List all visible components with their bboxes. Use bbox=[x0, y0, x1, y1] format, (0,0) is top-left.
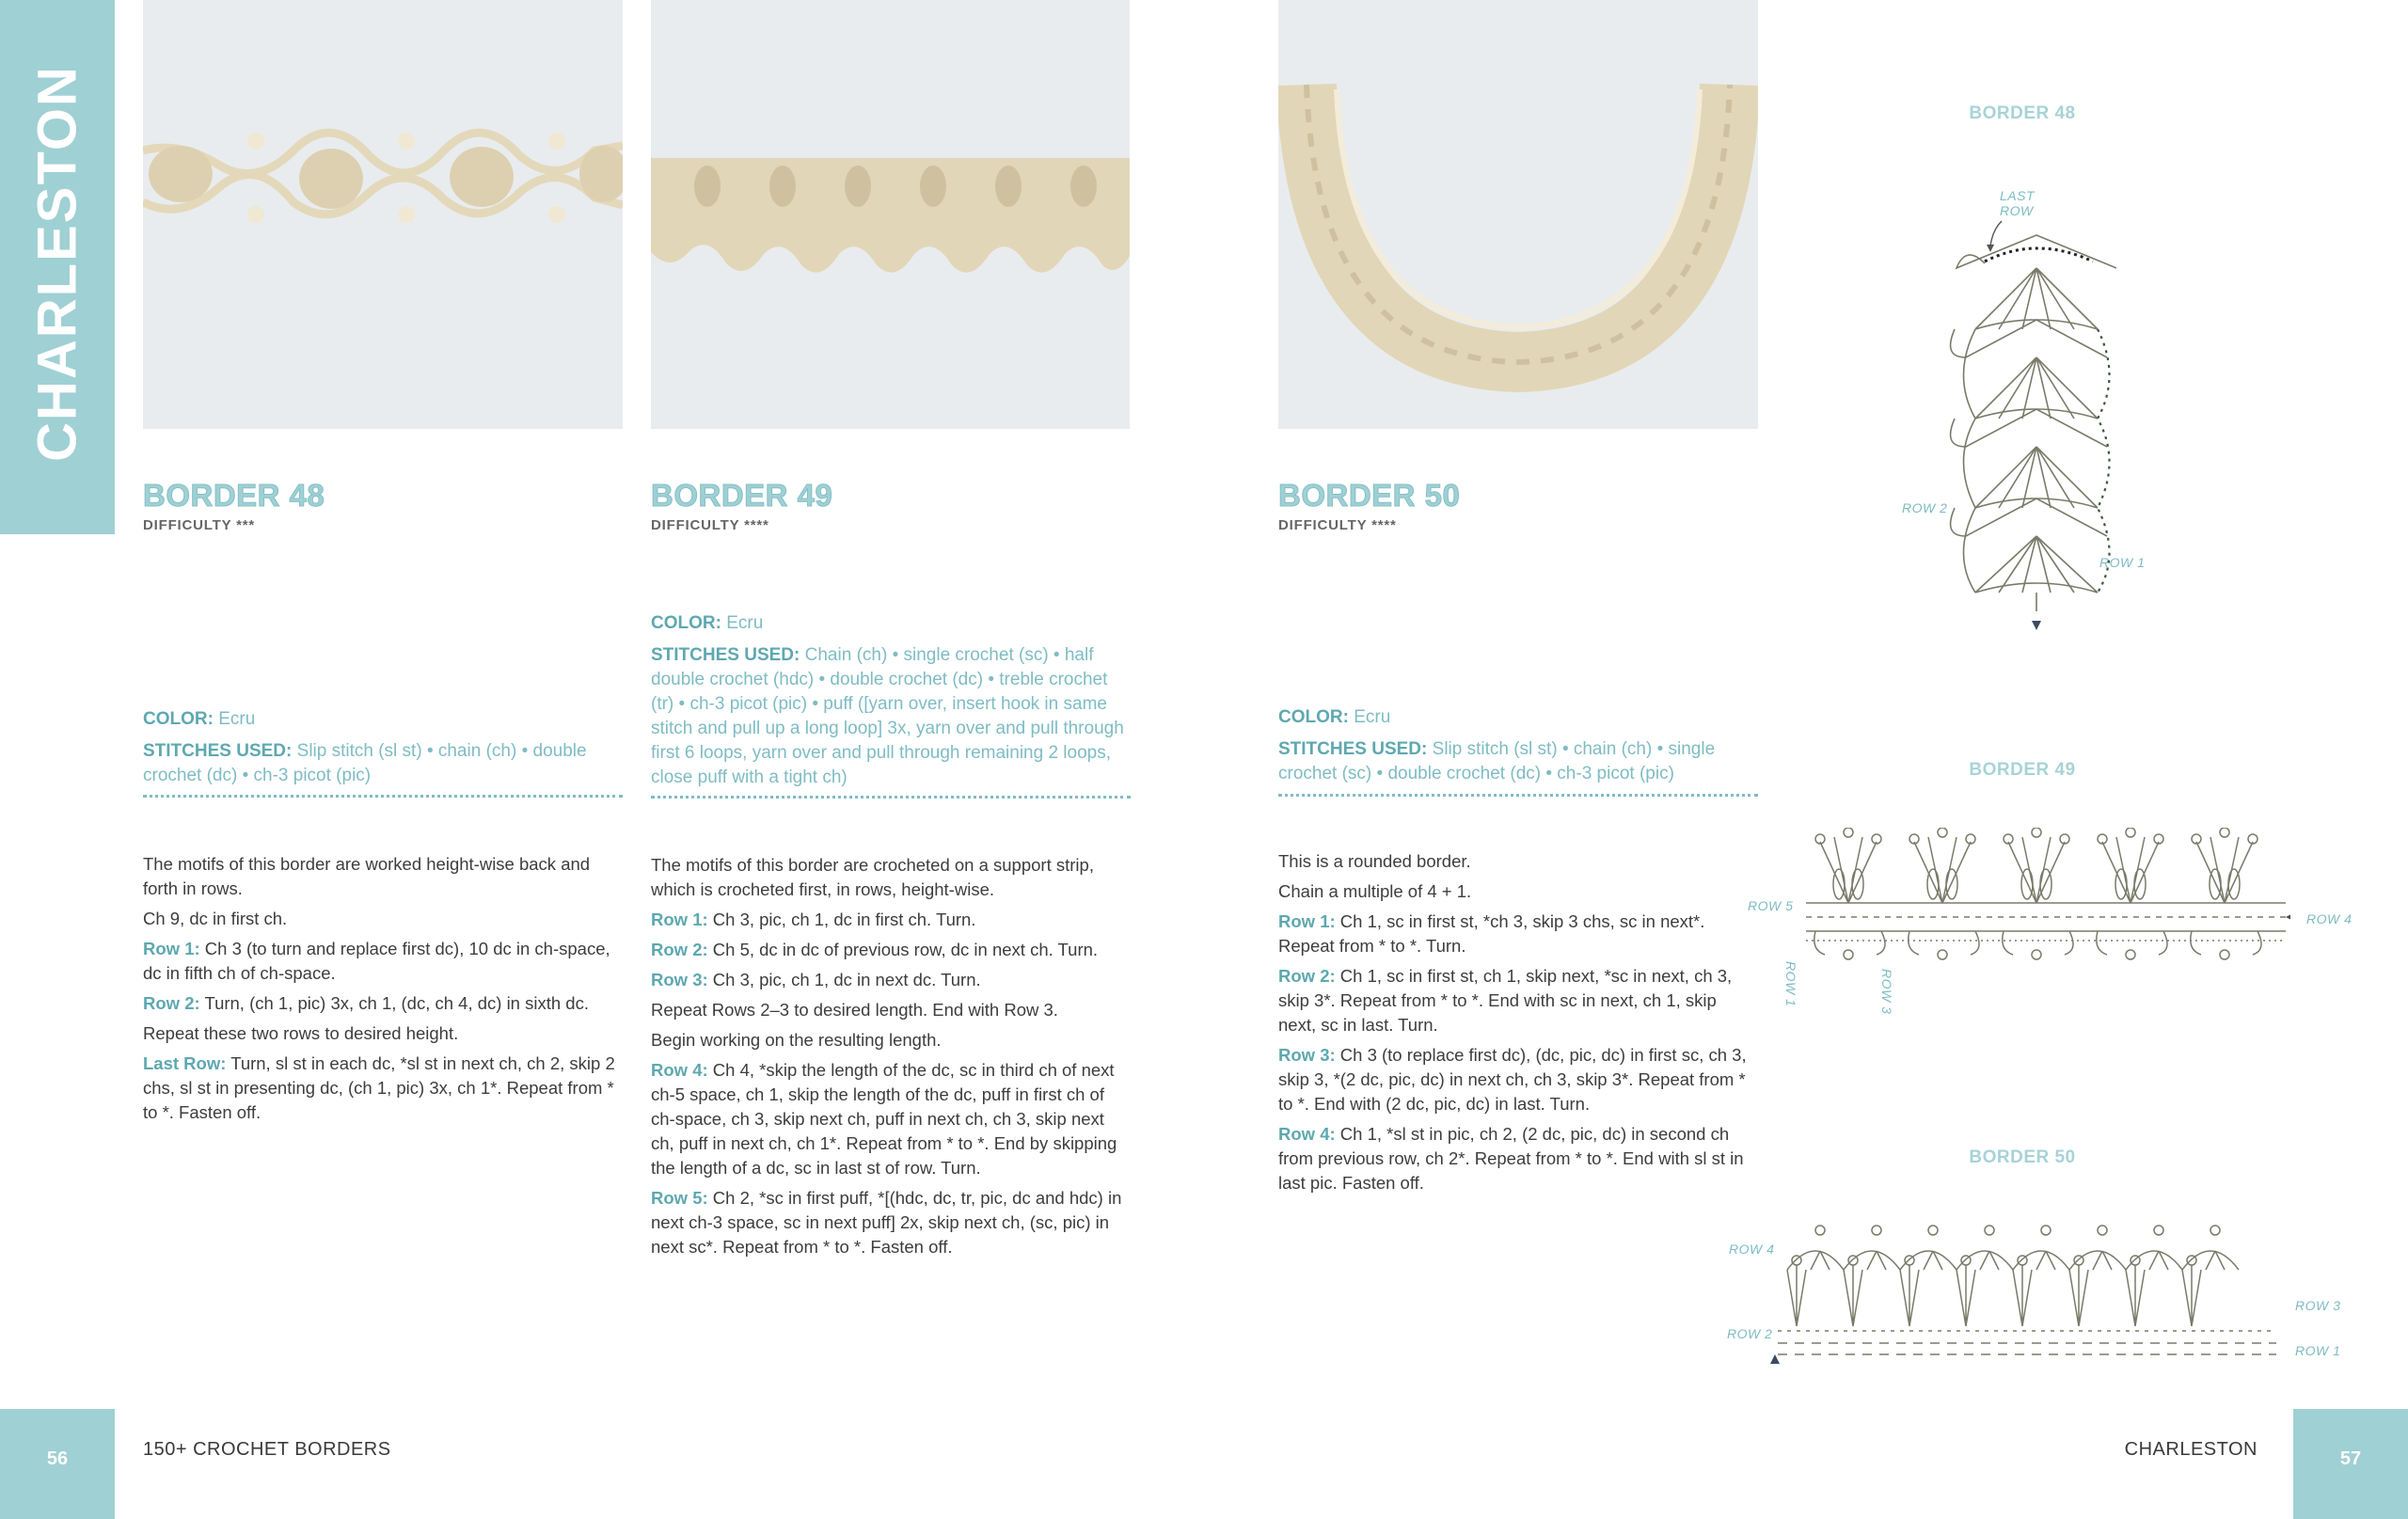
border-49-title: BORDER 49 bbox=[651, 478, 833, 513]
left-page-number: 56 bbox=[46, 1448, 69, 1469]
diagram-48-row1-label: ROW 1 bbox=[2099, 555, 2146, 570]
border-49-difficulty: DIFFICULTY **** bbox=[651, 517, 769, 533]
diagram-48-chart bbox=[1947, 216, 2116, 630]
diagram-49-row4-label: ROW 4 bbox=[2306, 911, 2353, 926]
diagram-50-chart bbox=[1768, 1213, 2295, 1369]
border-48-color: COLOR: Ecru bbox=[143, 709, 256, 729]
diagram-50-row3-label: ROW 3 bbox=[2295, 1298, 2341, 1313]
border-50-divider bbox=[1278, 794, 1758, 797]
border-48-meta bbox=[143, 707, 623, 788]
diagram-49-row5-label: ROW 5 bbox=[1748, 898, 1794, 913]
border-49-photo bbox=[651, 0, 1130, 429]
border-49-color: COLOR: Ecru bbox=[651, 613, 764, 633]
border-48-title: BORDER 48 bbox=[143, 478, 325, 513]
border-49-meta bbox=[651, 611, 1131, 790]
border-49-divider bbox=[651, 796, 1131, 799]
border-50-color: COLOR: Ecru bbox=[1278, 707, 1391, 727]
diagram-49-chart bbox=[1801, 828, 2290, 969]
chapter-side-tab bbox=[0, 0, 115, 534]
diagram-49-row1-label: ROW 1 bbox=[1783, 961, 1798, 1007]
diagram-49-row3-label: ROW 3 bbox=[1879, 969, 1894, 1015]
border-50-stitches: STITCHES USED: Slip stitch (sl st) • chain (ch) • single crochet (sc) • double crochet (dc) • ch-3 picot (pic) bbox=[1278, 739, 1716, 783]
left-page-number-box bbox=[0, 1409, 115, 1519]
right-running-title: CHARLESTON bbox=[2124, 1439, 2258, 1460]
diagram-50-row1-label: ROW 1 bbox=[2295, 1343, 2341, 1358]
right-page-number-box bbox=[2293, 1409, 2408, 1519]
border-50-difficulty: DIFFICULTY **** bbox=[1278, 517, 1397, 533]
border-48-difficulty: DIFFICULTY *** bbox=[143, 517, 255, 533]
border-48-instructions: The motifs of this border are worked height-wise back and forth in rows. Ch 9, dc in first ch. Row 1: Ch 3 (to turn and replace first dc), 10 dc in ch-space, dc in fifth ch of ch-space. Row 2: Turn, (ch 1, pic) 3x, ch 1, (dc, ch 4, dc) in sixth dc. Repeat these two rows to desired height. Last Row: Turn, sl st in each dc, *sl st in next ch, ch 2, skip 2 chs, sl st in presenting dc, (ch 1, pic) 3x, ch 1*. Repeat from * to *. Fasten off. bbox=[143, 854, 615, 1122]
diagram-49-title: BORDER 49 bbox=[1969, 760, 2076, 780]
border-50-photo bbox=[1278, 0, 1758, 429]
border-50-meta bbox=[1278, 705, 1758, 786]
border-50-title: BORDER 50 bbox=[1278, 478, 1461, 513]
border-50-instructions: This is a rounded border. Chain a multiple of 4 + 1. Row 1: Ch 1, sc in first st, *ch 3, skip 3 chs, sc in next*. Repeat from * to *. Turn. Row 2: Ch 1, sc in first st, ch 1, skip next, *sc in next, ch 3, skip 3*. Repeat from * to *. End with sc in next, ch 1, skip next, sc in last. Turn. Row 3: Ch 3 (to replace first dc), (dc, pic, dc) in first sc, ch 3, skip 3, *(2 dc, pic, dc) in next ch, ch 3, skip 3*. Repeat from * to *. End with (2 dc, pic, dc) in last. Turn. Row 4: Ch 1, *sl st in pic, ch 2, (2 dc, pic, dc) in second ch from previous row, ch 2*. Repeat from * to *. End with sl st in last pic. Fasten off. bbox=[1278, 851, 1747, 1193]
border-49-stitches: STITCHES USED: Chain (ch) • single crochet (sc) • half double crochet (hdc) • double crochet (dc) • treble crochet (tr) • ch-3 picot (pic) • puff ([yarn over, insert hook in same stitch and pull up a long loop] 3x, yarn over and pull through first 6 loops, yarn over and pull through remaining 2 loops, close puff with a tight ch) bbox=[651, 645, 1124, 787]
border-48-stitches: STITCHES USED: Slip stitch (sl st) • chain (ch) • double crochet (dc) • ch-3 picot (pic) bbox=[143, 741, 587, 785]
diagram-50-title: BORDER 50 bbox=[1969, 1147, 2076, 1167]
diagram-48-row2-label: ROW 2 bbox=[1902, 500, 1948, 515]
diagram-50-row4-label: ROW 4 bbox=[1729, 1242, 1775, 1257]
chapter-title: CHARLESTON bbox=[26, 65, 88, 462]
border-49-instructions: The motifs of this border are crocheted on a support strip, which is crocheted first, in rows, height-wise. Row 1: Ch 3, pic, ch 1, dc in first ch. Turn. Row 2: Ch 5, dc in dc of previous row, dc in next ch. Turn. Row 3: Ch 3, pic, ch 1, dc in next dc. Turn. Repeat Rows 2–3 to desired length. End with Row 3. Begin working on the resulting length. Row 4: Ch 4, *skip the length of the dc, sc in third ch of next ch-5 space, ch 1, skip the length of the dc, puff in first ch of ch-space, ch 3, skip next ch, puff in next ch, ch 3, skip next ch, puff in next ch, ch 1*. Repeat from * to *. End by skipping the length of a dc, sc in last st of row. Turn. Row 5: Ch 2, *sc in first puff, *[(hdc, dc, tr, pic, dc and hdc) in next ch-3 space, sc in next puff] 2x, skip next ch, (sc, pic) in next sc*. Repeat from * to *. Fasten off. bbox=[651, 855, 1122, 1257]
diagram-48-title: BORDER 48 bbox=[1969, 103, 2076, 123]
diagram-50-row2-label: ROW 2 bbox=[1727, 1326, 1773, 1341]
right-page-number: 57 bbox=[2339, 1448, 2362, 1469]
border-48-photo bbox=[143, 0, 623, 429]
diagram-48-last-row-label: LAST ROW bbox=[2000, 188, 2036, 218]
border-48-divider bbox=[143, 795, 623, 798]
left-running-title: 150+ CROCHET BORDERS bbox=[143, 1439, 391, 1460]
